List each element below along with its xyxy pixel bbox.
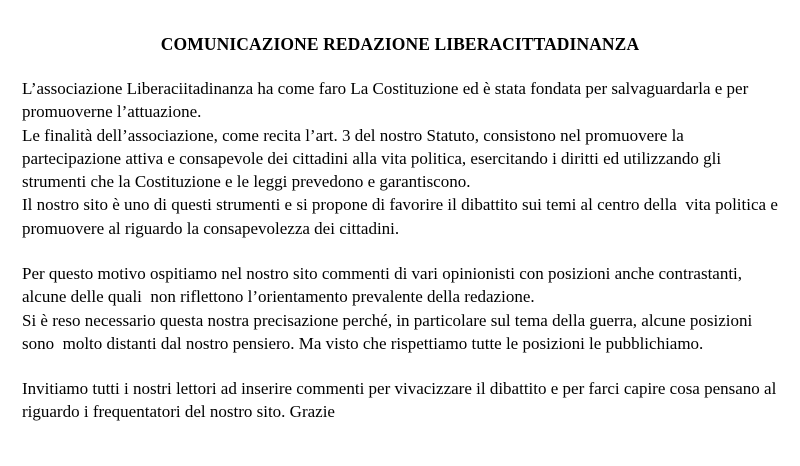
paragraph-sito: Il nostro sito è uno di questi strumenti e si propone di favorire il dibattito sui temi al centro della vita politica e promuovere al riguardo la consapevolezza dei cittadini. [22,195,783,238]
paragraph-precisazione: Si è reso necessario questa nostra precisazione perché, in particolare sul tema della guerra, alcune posizioni sono molto distanti dal nostro pensiero. Ma visto che rispettiamo tutte le posizioni le pubblichiamo. [22,310,757,353]
paragraph-invito: Invitiamo tutti i nostri lettori ad inserire commenti per vivacizzare il dibattito e per farci capire cosa pensano al riguardo i frequentatori del nostro sito. Grazie [22,379,781,422]
paragraph-finalita: Le finalità dell’associazione, come recita l’art. 3 del nostro Statuto, consistono nel promuovere la partecipazione attiva e consapevole dei cittadini alla vita politica, esercitando i diritti ed utilizzando gli strumenti che la Costituzione e le leggi prevedono e garantiscono. [22,125,726,192]
paragraph-opinionisti: Per questo motivo ospitiamo nel nostro sito commenti di vari opinionisti con posizioni anche contrastanti, alcune delle quali non riflettono l’orientamento prevalente della redazione. [22,263,747,307]
paragraph-spacer-1 [22,240,778,262]
document-body [22,77,783,424]
paragraph-intro: L’associazione Liberaciitadinanza ha come faro La Costituzione ed è stata fondata per salvaguardarla e per promuoverne l’attuazione. [22,79,753,122]
paragraph-spacer-2 [22,355,778,377]
page-title: COMUNICAZIONE REDAZIONE LIBERACITTADINANZA [160,34,640,54]
